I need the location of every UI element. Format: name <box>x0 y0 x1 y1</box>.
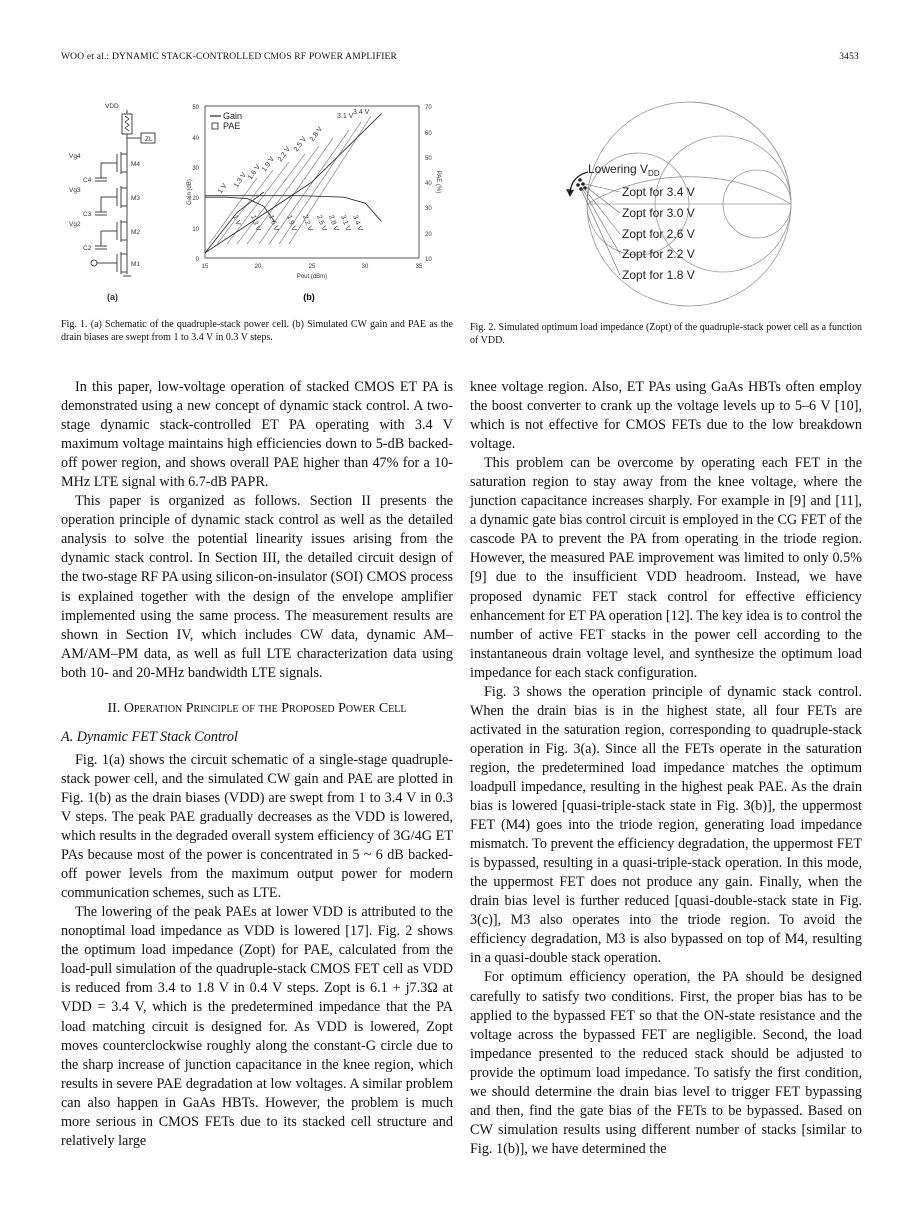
m3-label: M3 <box>131 195 141 202</box>
vdd-label: VDD <box>105 103 119 110</box>
zopt-points <box>576 178 587 191</box>
vg3-label: Vg3 <box>69 187 81 194</box>
x-axis-label: Pout (dBm) <box>296 274 328 280</box>
pae-curve-label: 3.1 V <box>339 214 352 233</box>
zopt-label: Zopt for 1.8 V <box>622 268 695 282</box>
arrow-head-icon <box>566 189 574 197</box>
y2-tick: 30 <box>425 206 432 212</box>
legend-gain: Gain <box>223 111 243 121</box>
pae-curve-label: 2.8 V <box>327 214 340 233</box>
paragraph: For optimum efficiency operation, the PA should be designed carefully to satisfy two conditions. First, the proper bias has to be applied to the bypassed FET so that the ON-state resistance and the voltage across the bypassed FET are negligible. Second, the load impedance presented to the reduced stack should be adjusted to provide the optimum load impedance. To satisfy the first condition, we should determine the drain bias level to trigger FET bypassing and then, find the gate bias of the FETs to be bypassed. Based on CW simulation results using different number of stacks [similar to Fig. 1(b)], we have determined the <box>470 969 862 1157</box>
gain-curve-label: 2.5 V <box>292 135 309 154</box>
zopt-label: Zopt for 3.0 V <box>622 206 695 220</box>
figure-1 <box>61 96 453 308</box>
y-tick: 0 <box>195 257 199 263</box>
top-label: 3.4 V <box>353 109 370 116</box>
right-column <box>470 378 862 1159</box>
y2-tick: 40 <box>425 181 432 187</box>
fet-m2 <box>101 220 127 246</box>
section-title: Operation Principle of the Proposed Power Cell <box>123 700 407 716</box>
paragraph: This paper is organized as follows. Section II presents the operation principle of dynamic stack control as well as the detailed analysis to solve the potential linearity issues arising from the dynamic stack control. In Section III, the detailed circuit design of the two-stage RF PA using silicon-on-insulator (SOI) CMOS process is explained together with the design of the envelope amplifier implemented using the same process. The measurement results are shown in Section IV, which includes CW data, dynamic AM–AM/AM–PM data, as well as full LTE characterization data using both 10- and 20-MHz bandwidth LTE signals. <box>61 493 453 681</box>
panel-b-label: (b) <box>303 292 315 302</box>
pae-curve-label: 2.5 V <box>315 214 328 233</box>
schematic-labels <box>69 103 153 302</box>
paragraph: In this paper, low-voltage operation of stacked CMOS ET PA is demonstrated using a new concept of dynamic stack control. A two-stage dynamic stack-controlled ET PA operating with 3.4 V maximum voltage maintains high efficiencies down to 5-dB backed-off power region, and shows overall PAE higher than 47% for a 10-MHz LTE signal with 6.7-dB PAPR. <box>61 379 453 491</box>
paragraph: The lowering of the peak PAEs at lower VDD is attributed to the nonoptimal load impedance as VDD is lowered [17]. Fig. 2 shows the optimum load impedance (Zopt) for PAE, calculated from the load-pull simulation of the quadruple-stack CMOS FET cell as VDD is reduced from 3.4 to 1.8 V in 0.4 V steps. Zopt is 6.1 + j7.3Ω at VDD = 3.4 V, which is the predetermined impedance that the PA load matching circuit is designed for. As VDD is lowered, Zopt moves counterclockwise roughly along the constant-G circle due to the sharp increase of junction capacitance in the knee region, which results in severe PAE degradation at low voltages. A similar problem can also happen in GaAs HBTs. However, the problem is much more serious in CMOS FETs due to its stacked cell structure and relatively large <box>61 904 453 1149</box>
page-number: 3453 <box>839 52 859 62</box>
y2-tick: 10 <box>425 257 432 263</box>
figure-2-caption: Fig. 2. Simulated optimum load impedance (Zopt) of the quadruple-stack power cell as a function of VDD. <box>470 322 862 346</box>
pae-curve-label: 1.3 V <box>249 214 262 233</box>
x-tick: 35 <box>415 264 423 270</box>
c3-label: C3 <box>83 211 92 218</box>
gain-curve-label: 1.6 V <box>246 163 263 182</box>
x-tick: 15 <box>201 264 209 270</box>
pae-curve-label: 3.4 V <box>351 214 364 233</box>
y-tick: 50 <box>192 105 199 111</box>
vg2-label: Vg2 <box>69 221 81 228</box>
x-tick: 25 <box>308 264 316 270</box>
vg4-label: Vg4 <box>69 153 81 160</box>
plot-b <box>187 105 441 302</box>
m4-label: M4 <box>131 161 141 168</box>
figure-1-caption: Fig. 1. (a) Schematic of the quadruple-stack power cell. (b) Simulated CW gain and PAE as the drain biases are swept from 1 to 3.4 V in 0.3 V steps. <box>61 319 453 343</box>
c2-label: C2 <box>83 245 92 252</box>
lowering-vdd-label: Lowering $V_{DD}$ <box>588 162 660 178</box>
zl-label: ZL <box>145 136 153 143</box>
y2-tick: 60 <box>425 131 432 137</box>
running-title: WOO et al.: DYNAMIC STACK-CONTROLLED CMOS RF POWER AMPLIFIER <box>61 52 398 62</box>
gain-curve-label: 1.3 V <box>232 171 249 190</box>
y2-tick: 50 <box>425 156 432 162</box>
fig2-labels <box>588 162 695 282</box>
gain-curve-label: 2.8 V <box>308 125 325 144</box>
paragraph: This problem can be overcome by operating each FET in the saturation region to stay away from the knee voltage, where the junction capacitance increases sharply. For example in [9] and [11], a dynamic gate bias control circuit is employed in the CG FET of the cascode PA to prevent the PA from operating in the triode region. However, the measured PAE improvement was limited to only 0.5% [9] due to the insufficient VDD headroom. Instead, we have proposed dynamic FET stack control for effective efficiency enhancement for ET PA operation [12]. The key idea is to control the number of active FET stacks in the power cell according to the instantaneous drain voltage level, and synthesize the optimum load impedance for each stack configuration. <box>470 455 862 681</box>
fet-m4 <box>101 152 127 178</box>
x-tick: 20 <box>254 264 262 270</box>
m1-label: M1 <box>131 261 141 268</box>
y2-tick: 70 <box>425 105 432 111</box>
zopt-label: Zopt for 2.2 V <box>622 247 695 261</box>
x-tick: 30 <box>361 264 369 270</box>
fet-m3 <box>101 186 127 212</box>
panel-a-label: (a) <box>107 292 118 302</box>
y-tick: 20 <box>192 196 199 202</box>
fet-m1 <box>91 252 127 274</box>
gain-curve-label: 1 V <box>216 182 229 196</box>
m2-label: M2 <box>131 229 141 236</box>
pae-curve-label: 1.9 V <box>285 214 298 233</box>
pae-curve-label: 1.6 V <box>267 214 280 233</box>
c4-label: C4 <box>83 177 92 184</box>
y2-tick: 20 <box>425 232 432 238</box>
zopt-label: Zopt for 2.6 V <box>622 227 695 241</box>
left-column <box>61 378 453 1151</box>
y-tick: 40 <box>192 136 199 142</box>
top-label: 3.1 V <box>337 113 354 120</box>
paragraph: knee voltage region. Also, ET PAs using GaAs HBTs often employ the boost converter to crank up the voltage levels up to 5–6 V [10], which is not effective for CMOS FETs due to the low breakdown voltage. <box>470 379 862 453</box>
pae-curve-label: 1 V <box>231 214 242 227</box>
section-heading <box>61 699 453 718</box>
gain-curve-label: 1.9 V <box>260 155 277 174</box>
legend-pae: PAE <box>223 121 241 131</box>
y-axis-label: Gain (dB) <box>187 179 193 205</box>
y-tick: 10 <box>192 227 199 233</box>
zopt-label: Zopt for 3.4 V <box>622 185 695 199</box>
running-header <box>61 52 859 66</box>
y2-axis-label: PAE (%) <box>435 170 441 194</box>
section-number: II. <box>107 700 121 716</box>
paragraph: Fig. 1(a) shows the circuit schematic of a single-stage quadruple-stack power cell, and the simulated CW gain and PAE are plotted in Fig. 1(b) as the drain biases (VDD) are swept from 1 to 3.4 V in 0.3 V steps. The peak PAE gradually decreases as the VDD is lowered, which results in the degraded overall system efficiency of 3G/4G ET PAs because most of the power is concentrated in 5 ~ 6 dB backed-off power levels from the maximum output power for modern communication schemes, such as LTE. <box>61 751 453 902</box>
pae-curve-label: 2.2 V <box>301 214 314 233</box>
y-tick: 30 <box>192 166 199 172</box>
subsection-heading: A. Dynamic FET Stack Control <box>61 728 238 745</box>
schematic <box>91 110 155 276</box>
paragraph: Fig. 3 shows the operation principle of dynamic stack control. When the drain bias is in the highest state, all four FETs are activated in the saturation region, corresponding to quadruple-stack operation in Fig. 3(a). Since all the FETs operate in the saturation region, the predetermined load impedance matches the optimum loadpull impedance, resulting in the highest peak PAE. As the drain bias is lowered [quasi-triple-stack state in Fig. 3(b)], the uppermost FET (M4) goes into the triode region, generating load impedance mismatch. To prevent the efficiency degradation, the uppermost FET is bypassed, resulting in a quasi-triple-stack operation. In this mode, the uppermost FET does not produce any gain. Finally, when the drain bias level is further reduced [quasi-double-stack state in Fig. 3(c)], M3 also operates into the triode region. To avoid the efficiency degradation, M3 is also bypassed on top of M4, resulting in a quasi-double stack operation. <box>470 683 862 967</box>
gain-curve-label: 2.2 V <box>276 145 293 164</box>
figure-2 <box>558 96 820 308</box>
